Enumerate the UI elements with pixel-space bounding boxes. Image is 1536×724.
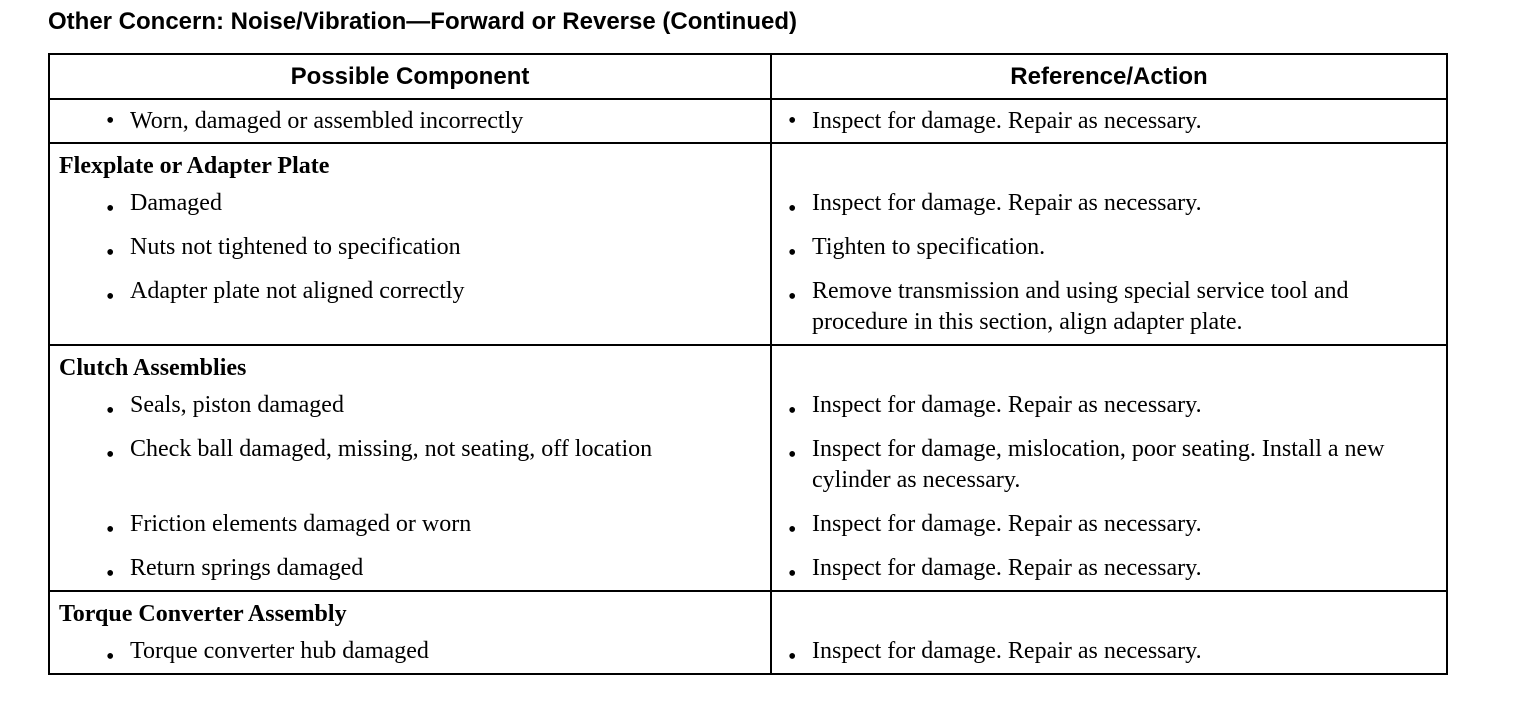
component-cell: • Check ball damaged, missing, not seating, off location <box>50 434 772 509</box>
header-possible-component: Possible Component <box>50 55 772 98</box>
group-heading: Torque Converter Assembly <box>50 592 772 636</box>
header-reference-action: Reference/Action <box>1010 63 1208 90</box>
component-cell: • Worn, damaged or assembled incorrectly <box>50 100 772 142</box>
action-cell: • Inspect for damage. Repair as necessary. <box>772 188 1446 232</box>
action-cell: • Inspect for damage. Repair as necessary. <box>772 509 1446 553</box>
component-cell: • Return springs damaged <box>50 553 772 590</box>
component-cell: • Nuts not tightened to specification <box>50 232 772 276</box>
component-cell: • Seals, piston damaged <box>50 390 772 434</box>
table-header-row <box>50 55 1446 100</box>
component-cell: • Adapter plate not aligned correctly <box>50 276 772 344</box>
table-row <box>50 390 1446 434</box>
action-cell: • Inspect for damage. Repair as necessary. <box>772 100 1446 142</box>
action-cell: • Inspect for damage. Repair as necessary. <box>772 636 1446 673</box>
diagnostic-table <box>48 53 1448 675</box>
component-cell: • Friction elements damaged or worn <box>50 509 772 553</box>
table-row <box>50 100 1446 144</box>
action-cell: • Inspect for damage. Repair as necessary. <box>772 390 1446 434</box>
table-row <box>50 434 1446 509</box>
action-cell: • Remove transmission and using special service tool and procedure in this section, align adapter plate. <box>772 276 1446 344</box>
table-row <box>50 509 1446 553</box>
action-cell: • Inspect for damage, mislocation, poor seating. Install a new cylinder as necessary. <box>772 434 1446 509</box>
component-cell: • Torque converter hub damaged <box>50 636 772 673</box>
action-cell: • Inspect for damage. Repair as necessary. <box>772 553 1446 590</box>
page-title: Other Concern: Noise/Vibration—Forward or Reverse (Continued) <box>48 8 797 35</box>
table-row <box>50 232 1446 276</box>
group-clutch-assemblies <box>50 346 1446 592</box>
group-heading: Flexplate or Adapter Plate <box>50 144 772 188</box>
action-cell: • Tighten to specification. <box>772 232 1446 276</box>
table-row <box>50 553 1446 590</box>
group-heading: Clutch Assemblies <box>50 346 772 390</box>
table-row <box>50 276 1446 344</box>
group-torque-converter <box>50 592 1446 673</box>
component-cell: • Damaged <box>50 188 772 232</box>
table-row <box>50 188 1446 232</box>
table-row <box>50 636 1446 673</box>
group-flexplate <box>50 144 1446 346</box>
